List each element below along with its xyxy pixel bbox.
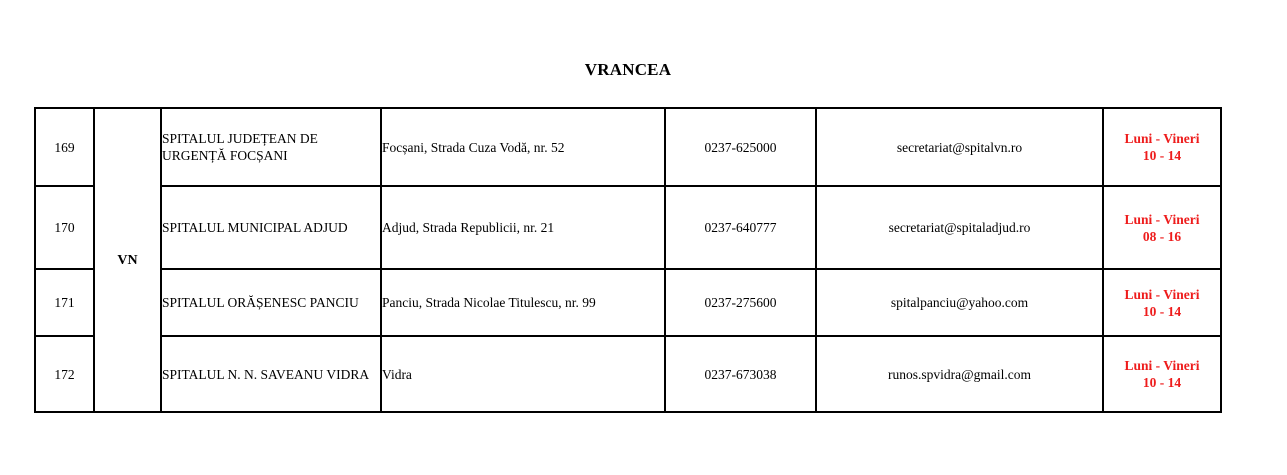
hospital-address: Adjud, Strada Republicii, nr. 21	[381, 186, 665, 269]
page-title: VRANCEA	[584, 60, 672, 79]
schedule	[1103, 108, 1221, 186]
hospital-phone: 0237-640777	[665, 186, 816, 269]
schedule-hours: 10 - 14	[1142, 375, 1182, 390]
hospital-address: Panciu, Strada Nicolae Titulescu, nr. 99	[381, 269, 665, 336]
hospital-name: SPITALUL ORĂȘENESC PANCIU	[161, 269, 381, 336]
hospital-email: spitalpanciu@yahoo.com	[816, 269, 1103, 336]
schedule-days: Luni - Vineri	[1124, 131, 1200, 146]
table-row	[35, 108, 1221, 186]
schedule-hours: 10 - 14	[1142, 303, 1182, 319]
table-row	[35, 186, 1221, 269]
schedule-days: Luni - Vineri	[1124, 211, 1200, 227]
schedule	[1103, 186, 1221, 269]
row-number: 172	[35, 336, 94, 412]
row-number: 170	[35, 186, 94, 269]
hospital-phone: 0237-625000	[665, 108, 816, 186]
county-code: VN	[94, 108, 161, 412]
row-number: 169	[35, 108, 94, 186]
row-number: 171	[35, 269, 94, 336]
hospital-name: SPITALUL MUNICIPAL ADJUD	[161, 186, 381, 269]
hospital-email: secretariat@spitalvn.ro	[816, 108, 1103, 186]
hospital-address: Focșani, Strada Cuza Vodă, nr. 52	[381, 108, 665, 186]
hospital-name: SPITALUL JUDEȚEAN DE URGENȚĂ FOCȘANI	[161, 108, 381, 186]
hospital-phone: 0237-275600	[665, 269, 816, 336]
hospital-name: SPITALUL N. N. SAVEANU VIDRA	[161, 336, 381, 412]
schedule	[1103, 336, 1221, 412]
schedule-hours: 10 - 14	[1142, 148, 1182, 163]
table-row	[35, 336, 1221, 412]
hospital-email: runos.spvidra@gmail.com	[816, 336, 1103, 412]
table-row	[35, 269, 1221, 336]
hospital-address: Vidra	[381, 336, 665, 412]
schedule-hours: 08 - 16	[1142, 228, 1182, 244]
hospital-email: secretariat@spitaladjud.ro	[816, 186, 1103, 269]
schedule	[1103, 269, 1221, 336]
schedule-days: Luni - Vineri	[1124, 286, 1200, 302]
schedule-days: Luni - Vineri	[1124, 358, 1200, 373]
hospitals-table	[34, 107, 1222, 413]
hospital-phone: 0237-673038	[665, 336, 816, 412]
